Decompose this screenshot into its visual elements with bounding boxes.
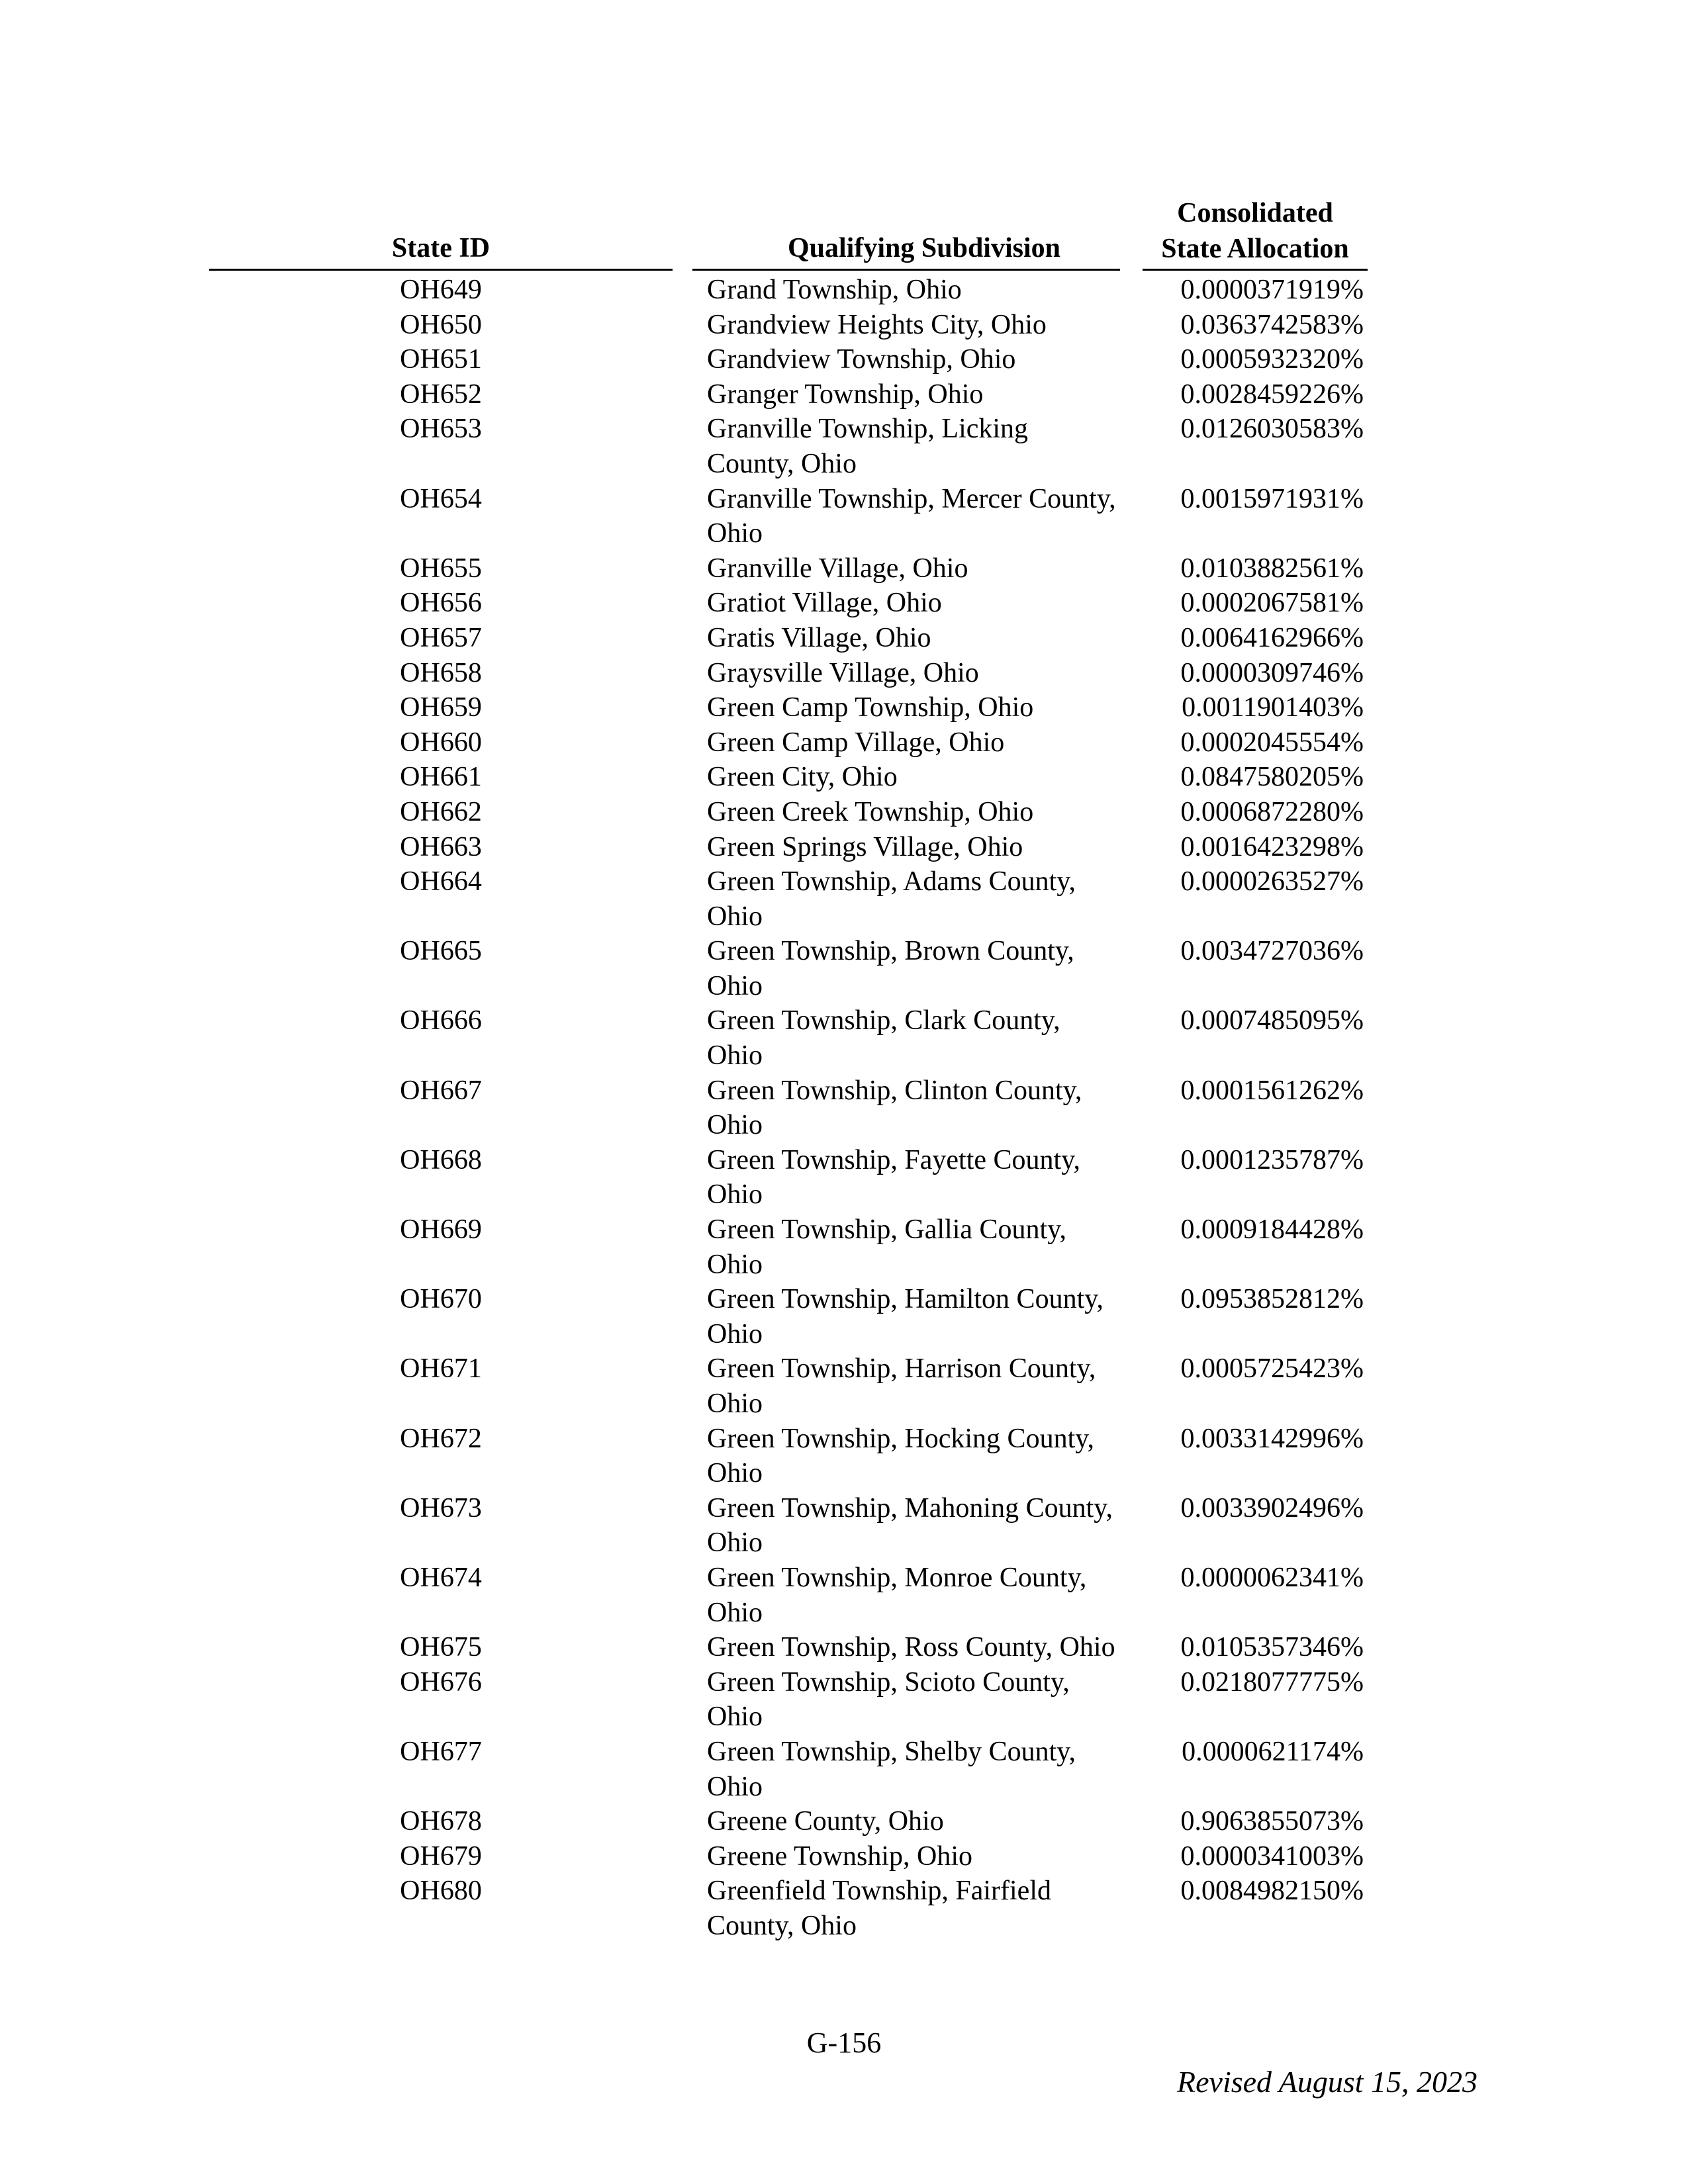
subdivision-cell: Gratiot Village, Ohio — [707, 588, 942, 619]
header-rule-state-id — [209, 269, 673, 271]
state-id-cell: OH680 — [400, 1876, 482, 1907]
state-id-cell: OH676 — [400, 1666, 482, 1698]
state-id-cell: OH663 — [400, 831, 482, 862]
state-id-cell: OH672 — [400, 1423, 482, 1454]
allocation-cell: 0.0007485095% — [1180, 1005, 1364, 1036]
subdivision-cell: Grandview Township, Ohio — [707, 344, 1016, 375]
allocation-cell: 0.0000371919% — [1180, 275, 1364, 305]
subdivision-cell: Green Camp Village, Ohio — [707, 727, 1005, 758]
table-row — [0, 656, 1688, 691]
table-row — [0, 1665, 1688, 1735]
state-id-cell: OH666 — [400, 1005, 482, 1036]
subdivision-cell: Grandview Heights City, Ohio — [707, 309, 1047, 340]
state-id-cell: OH650 — [400, 309, 482, 340]
table-row — [0, 273, 1688, 308]
table-row — [0, 377, 1688, 412]
allocation-cell: 0.0002045554% — [1180, 727, 1364, 758]
allocation-cell: 0.0105357346% — [1180, 1632, 1364, 1663]
allocation-cell: 0.0033142996% — [1180, 1423, 1364, 1454]
allocation-cell: 0.0016423298% — [1180, 831, 1364, 862]
subdivision-cell: Green Township, Harrison County, Ohio — [707, 1353, 1096, 1419]
table-row — [0, 1282, 1688, 1351]
subdivision-cell: Green Springs Village, Ohio — [707, 831, 1023, 862]
state-id-cell: OH678 — [400, 1806, 482, 1837]
table-row — [0, 760, 1688, 795]
subdivision-cell: Green Township, Adams County, Ohio — [707, 866, 1076, 932]
table-row — [0, 1735, 1688, 1804]
table-row — [0, 690, 1688, 725]
table-row — [0, 1561, 1688, 1630]
subdivision-cell: Green Township, Ross County, Ohio — [707, 1632, 1115, 1663]
header-consolidated-state-allocation — [1143, 195, 1368, 267]
subdivision-cell: Green Township, Hocking County, Ohio — [707, 1423, 1095, 1489]
allocation-cell: 0.0011901403% — [1182, 692, 1364, 723]
header-rule-subdivision — [692, 269, 1120, 271]
header-allocation-line1: Consolidated — [1177, 198, 1333, 228]
allocation-cell: 0.0033902496% — [1180, 1492, 1364, 1524]
state-id-cell: OH657 — [400, 622, 482, 653]
subdivision-cell: Granville Township, Licking County, Ohio — [707, 414, 1029, 479]
state-id-cell: OH667 — [400, 1075, 482, 1106]
table-row — [0, 551, 1688, 586]
state-id-cell: OH654 — [400, 483, 482, 514]
state-id-cell: OH679 — [400, 1841, 482, 1872]
table-row — [0, 621, 1688, 656]
subdivision-cell: Greene Township, Ohio — [707, 1841, 973, 1872]
allocation-cell: 0.0009184428% — [1180, 1214, 1364, 1246]
state-id-cell: OH670 — [400, 1284, 482, 1315]
subdivision-cell: Green Township, Hamilton County, Ohio — [707, 1284, 1104, 1349]
state-id-cell: OH674 — [400, 1562, 482, 1593]
allocation-cell: 0.0126030583% — [1180, 414, 1364, 445]
table-row — [0, 1073, 1688, 1143]
table-row — [0, 586, 1688, 621]
state-id-cell: OH665 — [400, 936, 482, 967]
table-row — [0, 1351, 1688, 1421]
state-id-cell: OH661 — [400, 762, 482, 793]
table-row — [0, 725, 1688, 760]
state-id-cell: OH677 — [400, 1736, 482, 1767]
table-row — [0, 1003, 1688, 1073]
state-id-cell: OH675 — [400, 1632, 482, 1663]
revised-date: Revised August 15, 2023 — [1177, 2065, 1477, 2099]
allocation-cell: 0.0064162966% — [1180, 622, 1364, 653]
allocation-cell: 0.0084982150% — [1180, 1876, 1364, 1907]
table-row — [0, 1143, 1688, 1212]
subdivision-cell: Greenfield Township, Fairfield County, Ohio — [707, 1876, 1051, 1941]
subdivision-cell: Green Township, Mahoning County, Ohio — [707, 1492, 1113, 1559]
allocation-cell: 0.0034727036% — [1180, 936, 1364, 967]
subdivision-cell: Greene County, Ohio — [707, 1806, 944, 1837]
table-row — [0, 412, 1688, 481]
allocation-cell: 0.0000263527% — [1180, 866, 1364, 897]
subdivision-cell: Granville Township, Mercer County, Ohio — [707, 483, 1116, 549]
allocation-cell: 0.0847580205% — [1180, 762, 1364, 793]
allocation-cell: 0.0000062341% — [1180, 1562, 1364, 1593]
header-state-id: State ID — [391, 233, 491, 263]
state-id-cell: OH660 — [400, 727, 482, 758]
table-row — [0, 482, 1688, 551]
state-id-cell: OH651 — [400, 344, 482, 375]
state-id-cell: OH655 — [400, 553, 482, 584]
table-row — [0, 342, 1688, 377]
subdivision-cell: Green Township, Shelby County, Ohio — [707, 1736, 1076, 1802]
allocation-cell: 0.0218077775% — [1180, 1666, 1364, 1698]
subdivision-cell: Grand Township, Ohio — [707, 275, 962, 305]
allocation-cell: 0.0002067581% — [1180, 588, 1364, 619]
allocation-cell: 0.0000621174% — [1182, 1736, 1364, 1767]
allocation-cell: 0.0363742583% — [1180, 309, 1364, 340]
table-row — [0, 1630, 1688, 1665]
table-row — [0, 1491, 1688, 1561]
state-id-cell: OH673 — [400, 1492, 482, 1524]
allocation-cell: 0.0001561262% — [1180, 1075, 1364, 1106]
allocation-cell: 0.0028459226% — [1180, 379, 1364, 410]
allocation-cell: 0.0005932320% — [1180, 344, 1364, 375]
allocation-cell: 0.0005725423% — [1180, 1353, 1364, 1385]
allocation-cell: 0.0006872280% — [1180, 796, 1364, 827]
state-id-cell: OH656 — [400, 588, 482, 619]
allocation-cell: 0.0015971931% — [1180, 483, 1364, 514]
allocation-cell: 0.0001235787% — [1180, 1144, 1364, 1175]
table-row — [0, 864, 1688, 934]
subdivision-cell: Gratis Village, Ohio — [707, 622, 931, 653]
subdivision-cell: Green Township, Brown County, Ohio — [707, 936, 1074, 1001]
state-id-cell: OH649 — [400, 275, 482, 305]
subdivision-cell: Green Township, Fayette County, Ohio — [707, 1144, 1080, 1210]
allocation-cell: 0.0000341003% — [1180, 1841, 1364, 1872]
state-id-cell: OH652 — [400, 379, 482, 410]
table-row — [0, 795, 1688, 830]
subdivision-cell: Green Township, Scioto County, Ohio — [707, 1666, 1070, 1733]
subdivision-cell: Green Camp Township, Ohio — [707, 692, 1034, 723]
subdivision-cell: Green Township, Clark County, Ohio — [707, 1005, 1060, 1071]
table-row — [0, 934, 1688, 1003]
subdivision-cell: Green Township, Clinton County, Ohio — [707, 1075, 1082, 1141]
header-rule-allocation — [1143, 269, 1368, 271]
page-number: G-156 — [806, 2026, 882, 2059]
table-row — [0, 1874, 1688, 1943]
subdivision-cell: Granville Village, Ohio — [707, 553, 968, 584]
table-row — [0, 830, 1688, 865]
state-id-cell: OH659 — [400, 692, 482, 723]
state-id-cell: OH671 — [400, 1353, 482, 1385]
subdivision-cell: Granger Township, Ohio — [707, 379, 984, 410]
table-row — [0, 1804, 1688, 1839]
allocation-cell: 0.0103882561% — [1180, 553, 1364, 584]
state-id-cell: OH668 — [400, 1144, 482, 1175]
allocation-cell: 0.9063855073% — [1180, 1806, 1364, 1837]
state-id-cell: OH662 — [400, 796, 482, 827]
subdivision-cell: Graysville Village, Ohio — [707, 657, 979, 688]
state-id-cell: OH658 — [400, 657, 482, 688]
allocation-cell: 0.0000309746% — [1180, 657, 1364, 688]
header-allocation-line2: State Allocation — [1161, 234, 1349, 264]
state-id-cell: OH669 — [400, 1214, 482, 1246]
subdivision-cell: Green Creek Township, Ohio — [707, 796, 1034, 827]
allocation-cell: 0.0953852812% — [1180, 1284, 1364, 1315]
state-id-cell: OH664 — [400, 866, 482, 897]
subdivision-cell: Green City, Ohio — [707, 762, 898, 793]
state-id-cell: OH653 — [400, 414, 482, 445]
table-row — [0, 1839, 1688, 1874]
subdivision-cell: Green Township, Monroe County, Ohio — [707, 1562, 1087, 1628]
header-qualifying-subdivision: Qualifying Subdivision — [787, 233, 1061, 263]
subdivision-cell: Green Township, Gallia County, Ohio — [707, 1214, 1066, 1280]
table-row — [0, 1212, 1688, 1282]
table-row — [0, 1422, 1688, 1491]
allocation-table-body — [0, 273, 1688, 1944]
table-row — [0, 308, 1688, 343]
